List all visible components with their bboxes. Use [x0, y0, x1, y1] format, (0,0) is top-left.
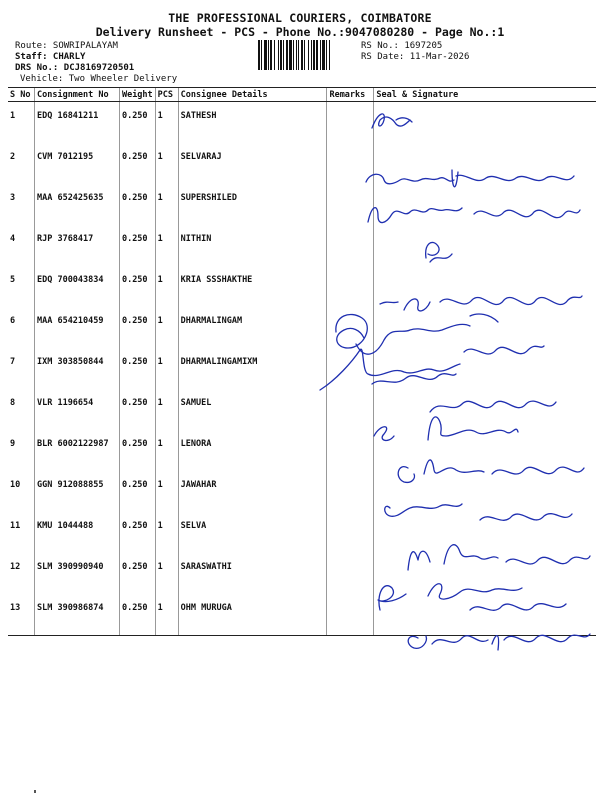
table-row — [8, 102, 596, 144]
table-header-row — [8, 88, 596, 102]
col-sno: S No — [8, 88, 34, 102]
cell-sno: 2 — [10, 152, 16, 162]
cell-pcs: 1 — [155, 471, 178, 512]
cell-remarks — [327, 389, 374, 430]
cell-sno: 8 — [10, 398, 16, 408]
cell-consignee: DHARMALINGAM — [178, 307, 327, 348]
cell-consignee: SARASWATHI — [178, 553, 327, 594]
table-row — [8, 225, 596, 266]
cell-consignment: CVM 7012195 — [34, 143, 119, 184]
cell-remarks — [327, 594, 374, 636]
cell-weight: 0.250 — [119, 553, 155, 594]
cell-weight: 0.250 — [119, 389, 155, 430]
cell-consignee: SAMUEL — [178, 389, 327, 430]
cell-consignment: MAA 652425635 — [34, 184, 119, 225]
cell-pcs: 1 — [155, 553, 178, 594]
table-row — [8, 307, 596, 348]
cell-signature — [374, 266, 596, 307]
cell-remarks — [327, 553, 374, 594]
cell-signature — [374, 471, 596, 512]
cell-pcs: 1 — [155, 512, 178, 553]
cell-consignee: OHM MURUGA — [178, 594, 327, 636]
runsheet-subtitle: Delivery Runsheet - PCS - Phone No.:9047080280 - Page No.:1 — [95, 25, 505, 39]
company-title: THE PROFESSIONAL COURIERS, COIMBATORE — [168, 11, 432, 25]
table-row — [8, 430, 596, 471]
staff-label: Staff: CHARLY — [15, 52, 86, 62]
cell-consignee: JAWAHAR — [178, 471, 327, 512]
barcode — [258, 40, 358, 70]
cell-consignment: EDQ 16841211 — [34, 102, 119, 144]
cell-consignment: EDQ 700043834 — [34, 266, 119, 307]
cell-weight: 0.250 — [119, 184, 155, 225]
cell-signature — [374, 594, 596, 636]
cell-pcs: 1 — [155, 225, 178, 266]
cell-remarks — [327, 512, 374, 553]
cell-consignment: SLM 390986874 — [34, 594, 119, 636]
cell-consignee: KRIA SSSHAKTHE — [178, 266, 327, 307]
table-row — [8, 594, 596, 636]
table-row — [8, 512, 596, 553]
cell-pcs: 1 — [155, 143, 178, 184]
cell-signature — [374, 184, 596, 225]
cell-signature — [374, 512, 596, 553]
table-row — [8, 143, 596, 184]
cell-pcs: 1 — [155, 389, 178, 430]
cell-pcs: 1 — [155, 307, 178, 348]
cell-signature — [374, 430, 596, 471]
col-consignee: Consignee Details — [178, 88, 327, 102]
cell-pcs: 1 — [155, 594, 178, 636]
cell-remarks — [327, 184, 374, 225]
signature-row-13 — [408, 634, 590, 650]
drs-value: DCJ8169720501 — [63, 63, 135, 73]
cell-sno: 13 — [8, 594, 34, 636]
drs-number — [15, 63, 134, 73]
cell-consignment: SLM 390990940 — [34, 553, 119, 594]
col-weight: Weight — [119, 88, 155, 102]
cell-signature — [374, 143, 596, 184]
runsheet-table — [8, 87, 596, 636]
cell-weight: 0.250 — [119, 225, 155, 266]
table-row — [8, 348, 596, 389]
cell-consignee: SUPERSHILED — [178, 184, 327, 225]
cell-consignee: SATHESH — [178, 102, 327, 144]
col-consignment: Consignment No — [34, 88, 119, 102]
cell-signature — [374, 553, 596, 594]
cell-sno: 5 — [10, 275, 16, 285]
cell-sno: 1 — [10, 111, 16, 121]
cell-weight: 0.250 — [119, 430, 155, 471]
cell-pcs: 1 — [155, 430, 178, 471]
table-row — [8, 389, 596, 430]
cell-consignee: DHARMALINGAMIXM — [178, 348, 327, 389]
cell-pcs: 1 — [155, 102, 178, 144]
cell-consignee: LENORA — [178, 430, 327, 471]
cell-weight: 0.250 — [119, 307, 155, 348]
cell-consignment: MAA 654210459 — [34, 307, 119, 348]
cell-pcs: 1 — [155, 184, 178, 225]
cell-remarks — [327, 348, 374, 389]
cell-sno: 6 — [10, 316, 16, 326]
cell-consignment: BLR 6002122987 — [34, 430, 119, 471]
cell-consignment: RJP 3768417 — [34, 225, 119, 266]
scan-mark — [34, 790, 36, 793]
cell-remarks — [327, 225, 374, 266]
table-row — [8, 266, 596, 307]
rs-date: RS Date: 11-Mar-2026 — [361, 52, 470, 62]
cell-weight: 0.250 — [119, 594, 155, 636]
cell-sno: 4 — [10, 234, 16, 244]
cell-weight: 0.250 — [119, 143, 155, 184]
cell-sno: 11 — [10, 521, 21, 531]
col-remarks: Remarks — [327, 88, 374, 102]
cell-consignee: SELVARAJ — [178, 143, 327, 184]
cell-weight: 0.250 — [119, 512, 155, 553]
cell-weight: 0.250 — [119, 102, 155, 144]
col-pcs: PCS — [155, 88, 178, 102]
cell-consignment: GGN 912088855 — [34, 471, 119, 512]
cell-remarks — [327, 471, 374, 512]
table-row — [8, 471, 596, 512]
cell-consignee: SELVA — [178, 512, 327, 553]
rs-number: RS No.: 1697205 — [361, 41, 443, 51]
cell-consignment: IXM 303850844 — [34, 348, 119, 389]
cell-remarks — [327, 430, 374, 471]
cell-remarks — [327, 143, 374, 184]
table-row — [8, 553, 596, 594]
cell-consignment: VLR 1196654 — [34, 389, 119, 430]
drs-label: DRS No.: — [15, 63, 59, 73]
route-label: Route: SOWRIPALAYAM — [15, 41, 118, 51]
cell-signature — [374, 102, 596, 144]
table-row — [8, 184, 596, 225]
cell-sno: 7 — [10, 357, 16, 367]
cell-sno: 9 — [10, 439, 16, 449]
cell-weight: 0.250 — [119, 471, 155, 512]
cell-remarks — [327, 307, 374, 348]
cell-pcs: 1 — [155, 348, 178, 389]
cell-signature — [374, 389, 596, 430]
cell-consignment: KMU 1044488 — [34, 512, 119, 553]
cell-weight: 0.250 — [119, 348, 155, 389]
vehicle-label: Vehicle: Two Wheeler Delivery — [20, 74, 178, 84]
cell-sno: 10 — [10, 480, 21, 490]
cell-remarks — [327, 102, 374, 144]
cell-weight: 0.250 — [119, 266, 155, 307]
cell-signature — [374, 348, 596, 389]
cell-consignee: NITHIN — [178, 225, 327, 266]
cell-signature — [374, 307, 596, 348]
cell-sno: 3 — [10, 193, 16, 203]
col-seal-signature: Seal & Signature — [374, 88, 596, 102]
cell-sno: 12 — [10, 562, 21, 572]
cell-signature — [374, 225, 596, 266]
cell-pcs: 1 — [155, 266, 178, 307]
cell-remarks — [327, 266, 374, 307]
